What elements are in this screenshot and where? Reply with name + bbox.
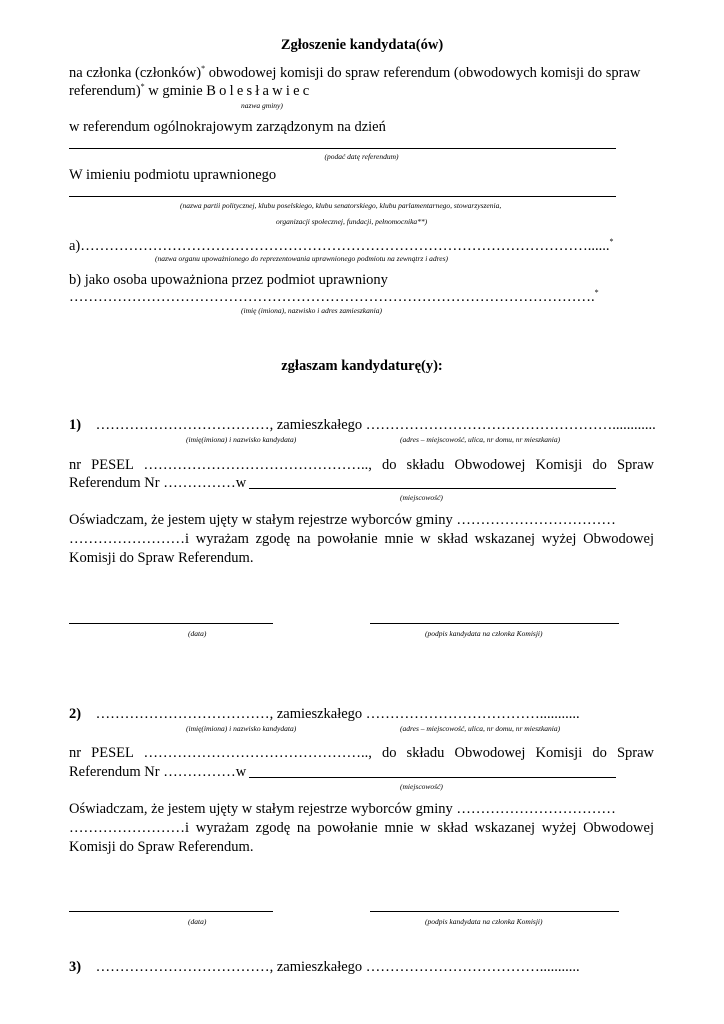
referendum-caption: (podać datę referendum) (324, 152, 399, 161)
gmina-caption: nazwa gminy) (241, 101, 283, 110)
candidate-number: 2) (69, 706, 82, 722)
candidate-sign-caption: (podpis kandydata na członka Komisji) (425, 917, 543, 926)
podmiot-caption-1: (nazwa partii politycznej, klubu poselskiego, klubu senatorskiego, klubu parlamentarnego, stowarzyszenia, (180, 201, 502, 210)
candidate-sign-line[interactable] (370, 911, 619, 912)
candidate-address-caption: (adres – miejscowość, ulica, nr domu, nr mieszkania) (400, 724, 561, 733)
candidate-decl-line-1: Oświadczam, że jestem ujęty w stałym rejestrze wyborców gminy …………………………… (69, 512, 616, 528)
intro-line-2 (69, 82, 312, 100)
candidate-name-caption: (imię(imiona) i nazwisko kandydata) (186, 435, 297, 444)
candidate-decl-line-2: ……………………i wyrażam zgodę na powołanie mnie w skład wskazanej wyżej Obwodowej (69, 531, 654, 547)
intro-line-1b: obwodowej komisji do spraw referendum (obwodowych komisji do spraw (205, 65, 641, 81)
intro-line-2b: w gminie (144, 83, 207, 99)
candidate-date-line[interactable] (69, 911, 273, 912)
option-a-text: a)……………………………………………………………………………………………...... (69, 238, 610, 254)
candidate-place-caption: (miejscowość) (400, 782, 443, 791)
candidate-name-dots: ………………………………, zamieszkałego ………………………………........... (95, 706, 580, 722)
candidate-name-dots: ………………………………, zamieszkałego ……………………………………………............ (95, 417, 656, 433)
candidate-pesel-line[interactable]: nr PESEL ……………………………………….., do składu Obwodowej Komisji do Spraw (69, 745, 654, 761)
candidate-decl-line-2: ……………………i wyrażam zgodę na powołanie mnie w skład wskazanej wyżej Obwodowej (69, 820, 654, 836)
candidate-name-caption: (imię(imiona) i nazwisko kandydata) (186, 724, 297, 733)
footnote-star: * (201, 64, 206, 73)
candidate-ref-line[interactable]: Referendum Nr ……………w (69, 764, 247, 780)
candidate-sign-line[interactable] (370, 623, 619, 624)
option-b-line[interactable] (69, 288, 599, 306)
candidate-decl-line-3: Komisji do Spraw Referendum. (69, 550, 254, 566)
candidate-date-caption: (data) (188, 917, 207, 926)
candidate-number: 1) (69, 417, 82, 433)
footnote-star: * (140, 82, 145, 91)
candidate-ref-line[interactable]: Referendum Nr ……………w (69, 475, 247, 491)
intro-line-2a: referendum) (69, 83, 141, 99)
option-a-line[interactable] (69, 237, 614, 255)
podmiot-text: W imieniu podmiotu uprawnionego (69, 167, 277, 183)
candidate-1-line[interactable] (69, 416, 656, 434)
option-b-caption: (imię (imiona), nazwisko i adres zamieszkania) (241, 306, 382, 315)
candidate-sign-caption: (podpis kandydata na członka Komisji) (425, 629, 543, 638)
podmiot-line[interactable] (69, 196, 616, 197)
footnote-star: * (609, 237, 614, 246)
candidates-heading: zgłaszam kandydaturę(y): (281, 358, 443, 374)
candidate-3-line[interactable] (69, 958, 580, 976)
candidate-name-dots: ………………………………, zamieszkałego ………………………………........... (95, 959, 580, 975)
candidate-place-line[interactable] (249, 777, 616, 778)
candidate-decl-line-1: Oświadczam, że jestem ujęty w stałym rejestrze wyborców gminy …………………………… (69, 801, 616, 817)
option-b-dots: ………………………………………………………………………………………………. (69, 289, 595, 305)
option-b-text: b) jako osoba upoważniona przez podmiot uprawniony (69, 272, 388, 288)
podmiot-caption-2: organizacji społecznej, fundacji, pełnomocnika**) (276, 217, 428, 226)
intro-line-1 (69, 64, 654, 82)
option-a-caption: (nazwa organu upoważnionego do reprezentowania uprawnionego podmiotu na zewnątrz i adres) (155, 254, 449, 263)
candidate-date-caption: (data) (188, 629, 207, 638)
candidate-pesel-line[interactable]: nr PESEL ……………………………………….., do składu Obwodowej Komisji do Spraw (69, 457, 654, 473)
gmina-name: Bolesławiec (206, 83, 313, 99)
candidate-decl-line-3: Komisji do Spraw Referendum. (69, 839, 254, 855)
referendum-date-line[interactable] (69, 148, 616, 149)
intro-line-1a: na członka (członków) (69, 65, 202, 81)
candidate-2-line[interactable] (69, 705, 580, 723)
candidate-number: 3) (69, 959, 82, 975)
candidate-date-line[interactable] (69, 623, 273, 624)
referendum-text: w referendum ogólnokrajowym zarządzonym na dzień (69, 119, 386, 135)
form-title: Zgłoszenie kandydata(ów) (280, 37, 444, 53)
candidate-place-line[interactable] (249, 488, 616, 489)
candidate-address-caption: (adres – miejscowość, ulica, nr domu, nr mieszkania) (400, 435, 561, 444)
candidate-place-caption: (miejscowość) (400, 493, 443, 502)
footnote-star: * (594, 288, 599, 297)
